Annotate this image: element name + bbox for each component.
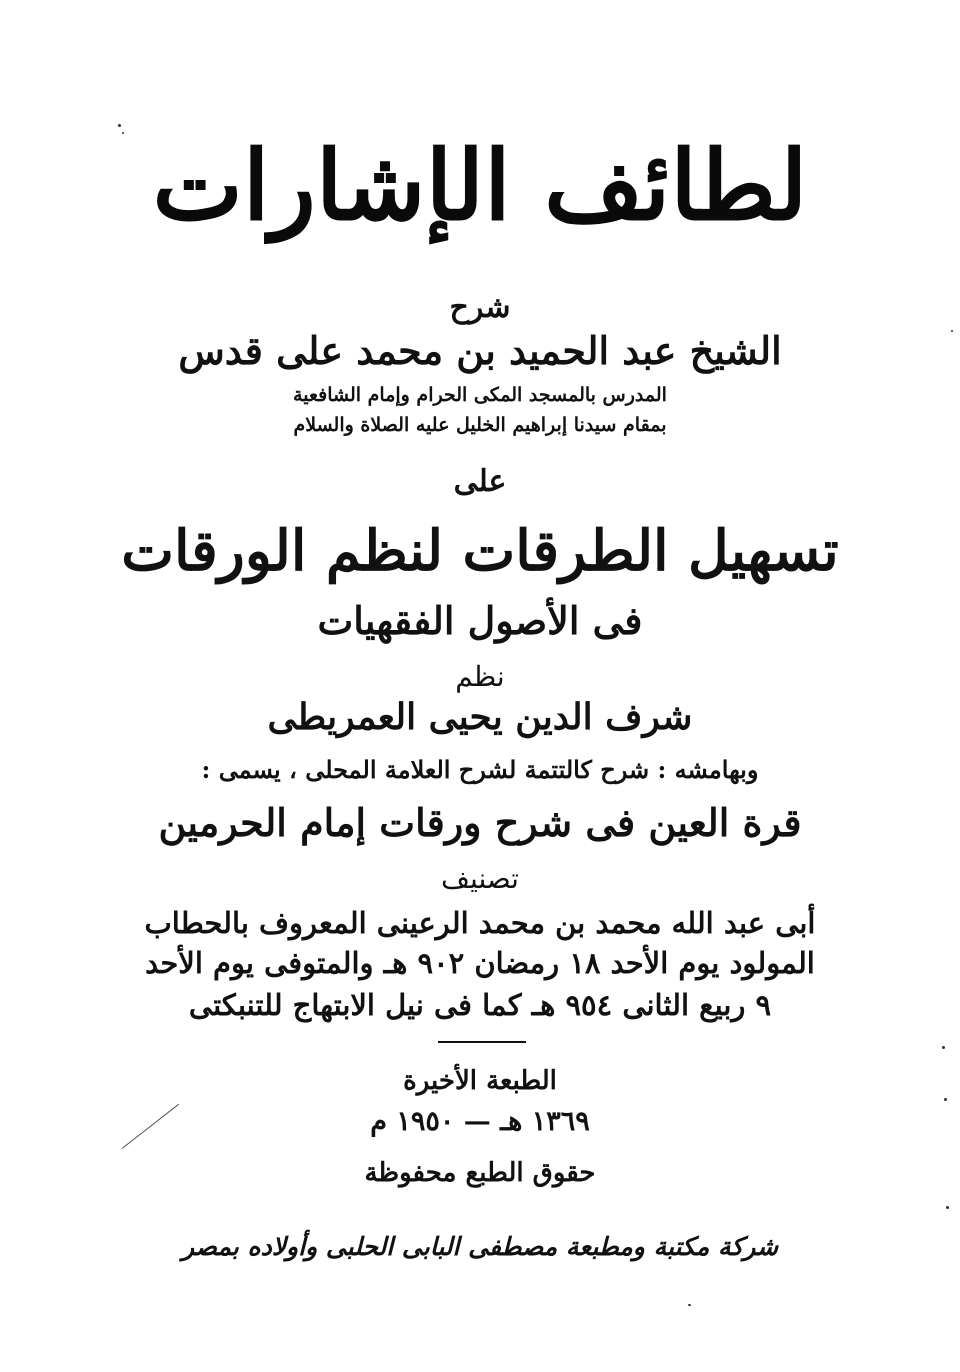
author-description-line: بمقام سيدنا إبراهيم الخليل عليه الصلاة والسلام — [293, 414, 667, 436]
ala-label: على — [453, 464, 507, 499]
tasnif-label: تصنيف — [441, 862, 519, 895]
commentator-line: ٩ ربيع الثانى ٩٥٤ هـ كما فى نيل الابتهاج للتنبكتى — [188, 988, 772, 1022]
scan-speck — [944, 1098, 947, 1101]
scan-speck — [122, 132, 124, 134]
publication-dates: ١٣٦٩ هـ — ١٩٥٠ م — [370, 1106, 590, 1137]
author-description-line: المدرس بالمسجد المكى الحرام وإمام الشافعية — [293, 384, 667, 406]
copyright-notice: حقوق الطبع محفوظة — [364, 1158, 596, 1188]
divider-rule — [438, 1041, 526, 1043]
edition-label: الطبعة الأخيرة — [403, 1066, 557, 1096]
scan-speck — [942, 1046, 945, 1049]
poet-name: شرف الدين يحيى العمريطى — [267, 696, 693, 738]
scan-speck — [118, 124, 121, 127]
sharh-label: شرح — [449, 290, 511, 325]
margin-note: وبهامشه : شرح كالتتمة لشرح العلامة المحلى ، يسمى : — [201, 755, 759, 784]
publisher-name: شركة مكتبة ومطبعة مصطفى البابى الحلبى وأولاده بمصر — [181, 1232, 779, 1261]
scan-speck — [688, 1304, 691, 1306]
nazm-label: نظم — [455, 660, 505, 693]
margin-work-title: قرة العين فى شرح ورقات إمام الحرمين — [158, 800, 802, 845]
subtitle-topic: فى الأصول الفقهيات — [317, 598, 643, 643]
scan-speck — [946, 1206, 949, 1209]
scan-speck — [951, 330, 953, 332]
commentator-line: المولود يوم الأحد ١٨ رمضان ٩٠٢ هـ والمتوفى يوم الأحد — [145, 946, 815, 980]
subtitle: تسهيل الطرقات لنظم الورقات — [121, 518, 839, 584]
main-title: لطائف الإشارات — [152, 129, 808, 242]
commentator-line: أبى عبد الله محمد بن محمد الرعينى المعروف بالحطاب — [144, 906, 816, 940]
author-name: الشيخ عبد الحميد بن محمد على قدس — [178, 328, 782, 373]
